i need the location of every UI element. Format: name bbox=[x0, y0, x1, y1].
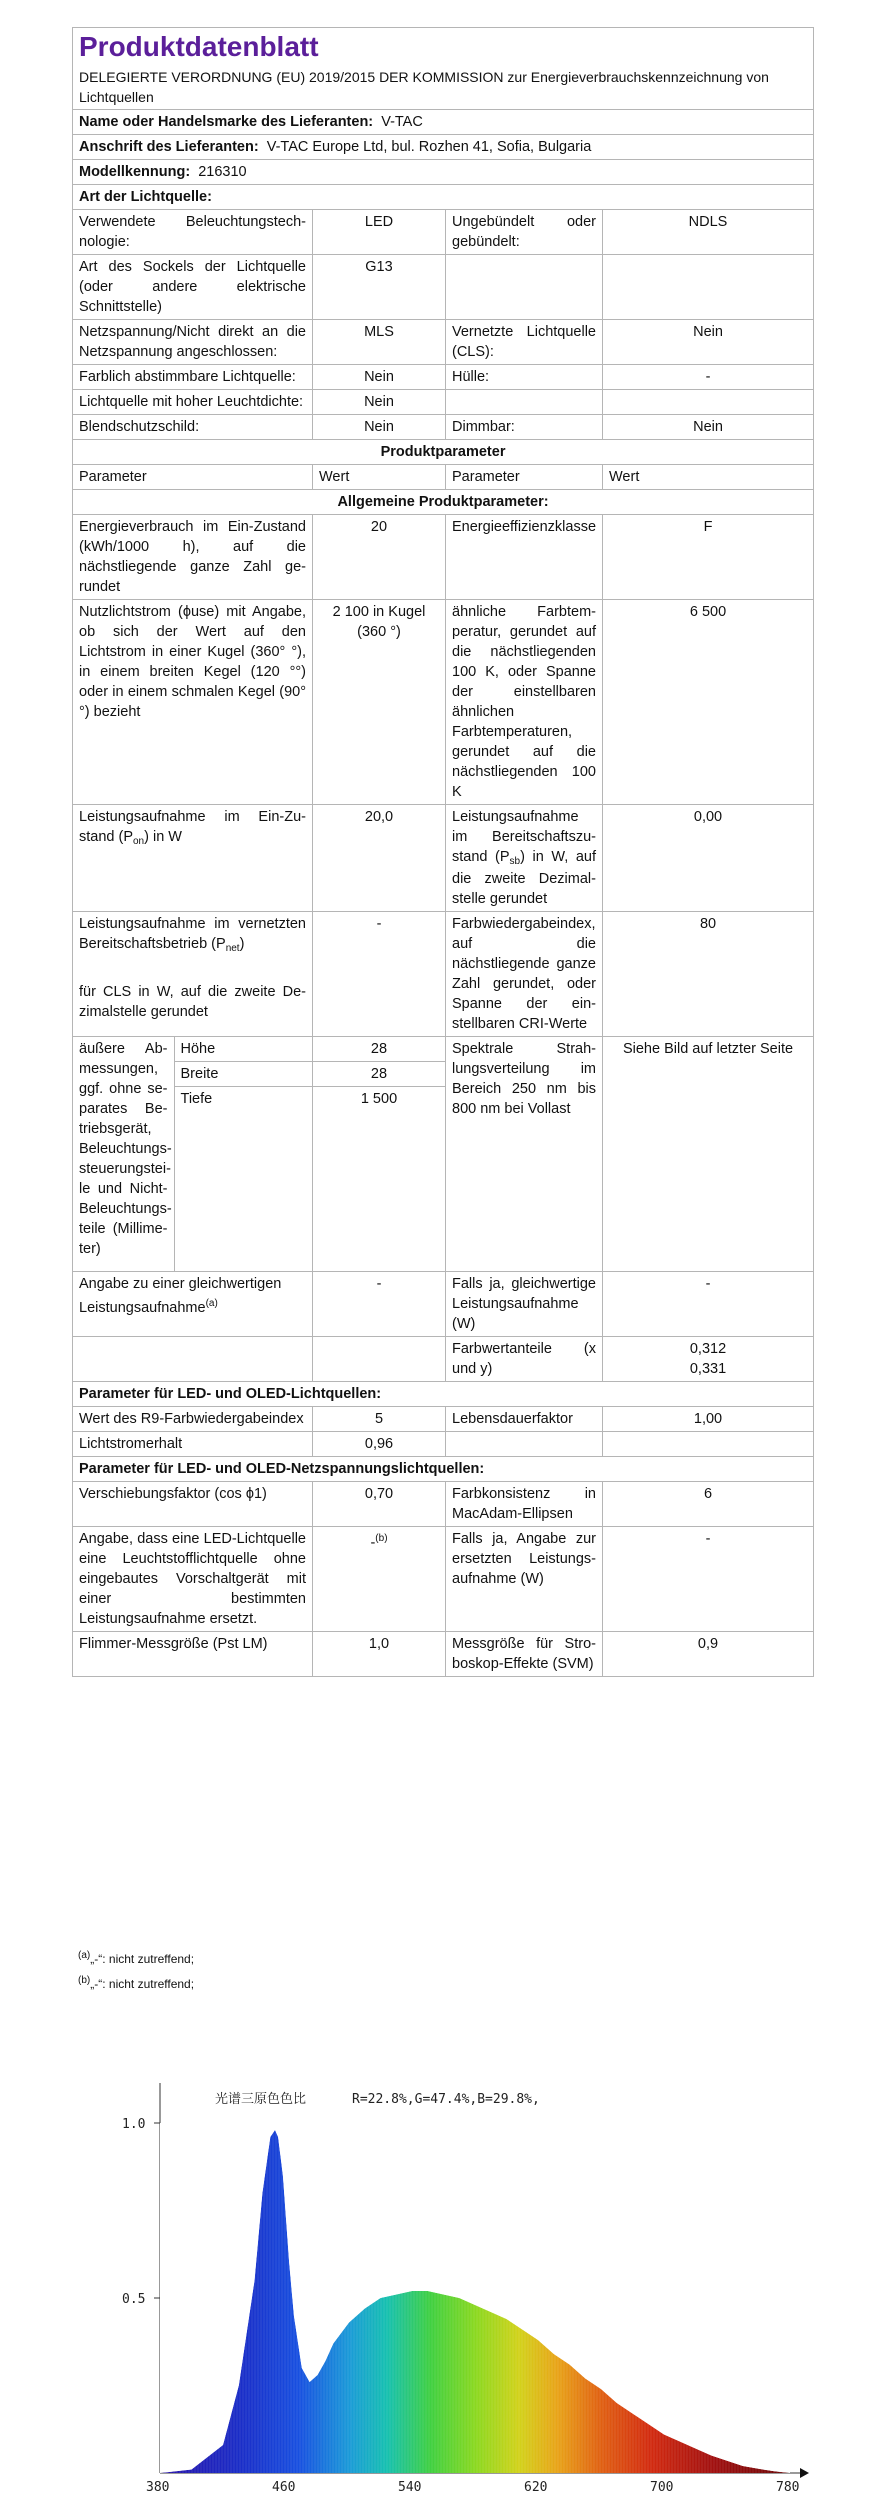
color-consistency-value: 6 bbox=[603, 1482, 814, 1527]
energy-class-label: Energieeffizienzklasse bbox=[446, 515, 603, 600]
product-params-header: Produktparameter bbox=[73, 440, 814, 465]
x-tick-label: 700 bbox=[650, 2480, 674, 2495]
replace-yes-value: - bbox=[603, 1527, 814, 1632]
model-row bbox=[73, 160, 814, 185]
p-net-label bbox=[73, 912, 313, 1037]
lst-value-7: - bbox=[603, 365, 814, 390]
p-on-label bbox=[73, 805, 313, 912]
svm-label: Messgröße für Stroboskop-Effekte (SVM) bbox=[446, 1632, 603, 1677]
equiv-power-yes-label: Falls ja, gleichwertige Leistungsaufnahme (W) bbox=[446, 1272, 603, 1337]
supplier-label: Name oder Handelsmarke des Lieferanten: bbox=[79, 114, 374, 130]
lst-label-2: Ungebündelt oder gebündelt: bbox=[446, 210, 603, 255]
p-sb-subscript: sb bbox=[509, 856, 521, 867]
dim-depth-name: Tiefe bbox=[180, 1091, 213, 1107]
lst-value-4: MLS bbox=[313, 320, 446, 365]
dim-width-value: 28 bbox=[313, 1062, 445, 1087]
cct-value: 6 500 bbox=[603, 600, 814, 805]
footnote-a bbox=[78, 1945, 194, 1970]
replace-value bbox=[313, 1527, 446, 1632]
model-value: 216310 bbox=[198, 164, 247, 180]
energy-use-value: 20 bbox=[313, 515, 446, 600]
svm-value: 0,9 bbox=[603, 1632, 814, 1677]
chromaticity-x: 0,312 bbox=[689, 1341, 727, 1357]
energy-class-value: F bbox=[603, 515, 814, 600]
address-label: Anschrift des Lieferanten: bbox=[79, 139, 259, 155]
lst-value-9: Nein bbox=[313, 415, 446, 440]
cri-value: 80 bbox=[603, 912, 814, 1037]
p-on-value: 20,0 bbox=[313, 805, 446, 912]
p-sb-label-unit: ) in W, auf die zweite Dezimalstelle gerundet bbox=[452, 849, 596, 907]
mains-params-header: Parameter für LED- und OLED-Netzspannungslichtquellen: bbox=[73, 1457, 814, 1482]
chromaticity-label: Farbwertanteile (x und y) bbox=[446, 1337, 603, 1382]
replace-footnote-mark: (b) bbox=[375, 1533, 388, 1544]
lumen-maint-value: 0,96 bbox=[313, 1432, 446, 1457]
dimensions-inner bbox=[73, 1037, 312, 1271]
displacement-label: Verschiebungsfaktor (cos ϕ1) bbox=[73, 1482, 313, 1527]
lst-label-1: Verwendete Beleuchtungstechnologie: bbox=[73, 210, 313, 255]
supplier-row bbox=[73, 110, 814, 135]
p-net-value: - bbox=[313, 912, 446, 1037]
p-sb-value: 0,00 bbox=[603, 805, 814, 912]
displacement-value: 0,70 bbox=[313, 1482, 446, 1527]
lst-empty-4 bbox=[603, 390, 814, 415]
cct-label: ähnliche Farbtemperatur, gerundet auf die nächstliegenden 100 K, oder Spanne der einstellbaren ähnlichen Farbtemperaturen, gerundet auf die nächstliegenden 100 K bbox=[446, 600, 603, 805]
flux-label: Nutzlichtstrom (ϕuse) mit Angabe, ob sich der Wert auf den Lichtstrom in einer Kugel (360° °), in einem breiten Kegel (120 °°) oder in einem schmalen Kegel (90° °) bezieht bbox=[73, 600, 313, 805]
footnote-a-text: „-“: nicht zutreffend; bbox=[90, 1952, 195, 1966]
flux-value: 2 100 in Kugel (360 °) bbox=[313, 600, 446, 805]
footnotes bbox=[78, 1945, 194, 1995]
p-on-label-text: Leistungsaufnahme im Ein-Zustand (P bbox=[79, 809, 306, 845]
lumen-maint-empty-1 bbox=[446, 1432, 603, 1457]
lst-label-9: Blendschutzschild: bbox=[73, 415, 313, 440]
spectrum-label: Spektrale Strahlungsverteilung im Bereich 250 nm bis 800 nm bei Vollast bbox=[446, 1037, 603, 1272]
x-tick-label: 540 bbox=[398, 2480, 422, 2495]
equiv-power-label-text: Angabe zu einer gleichwertigen Leistungsaufnahme bbox=[79, 1276, 282, 1316]
dim-depth-value: 1 500 bbox=[360, 1091, 398, 1107]
flicker-label: Flimmer-Messgröße (Pst LM) bbox=[73, 1632, 313, 1677]
p-net-label-cont: für CLS in W, auf die zweite Dezimalstelle gerundet bbox=[79, 984, 306, 1020]
footnote-b-mark: (b) bbox=[78, 1975, 91, 1986]
y-tick-label: 0.5 bbox=[122, 2292, 146, 2307]
address-row bbox=[73, 135, 814, 160]
lst-value-8: Nein bbox=[313, 390, 446, 415]
lst-label-10: Dimmbar: bbox=[446, 415, 603, 440]
p-net-label-text: Leistungsaufnahme im vernetzten Bereitschaftsbetrieb (P bbox=[79, 916, 306, 952]
replace-label: Angabe, dass eine LED-Lichtquelle eine Leuchtstofflichtquelle ohne eingebautes Vorschaltgerät mit einer bestimmten Leistungsaufnahme ersetzt. bbox=[73, 1527, 313, 1632]
title-cell bbox=[73, 28, 814, 110]
footnote-b-text: „-“: nicht zutreffend; bbox=[90, 1977, 195, 1991]
footnote-b bbox=[78, 1970, 194, 1995]
x-tick-label: 380 bbox=[146, 2480, 170, 2495]
col-header-value-2: Wert bbox=[603, 465, 814, 490]
dim-height-value: 28 bbox=[313, 1037, 445, 1062]
dim-width-name: Breite bbox=[174, 1062, 312, 1087]
lumen-maint-empty-2 bbox=[603, 1432, 814, 1457]
general-params-header: Allgemeine Produktparameter: bbox=[73, 490, 814, 515]
lst-value-2: NDLS bbox=[603, 210, 814, 255]
chromaticity-values bbox=[603, 1337, 814, 1382]
survival-label: Lebensdauerfaktor bbox=[446, 1407, 603, 1432]
dimensions-cell bbox=[73, 1037, 313, 1272]
lumen-maint-label: Lichtstromerhalt bbox=[73, 1432, 313, 1457]
col-header-param-2: Parameter bbox=[446, 465, 603, 490]
chromaticity-empty-2 bbox=[313, 1337, 446, 1382]
replace-value-text: - bbox=[370, 1534, 376, 1551]
product-datasheet bbox=[72, 27, 813, 1677]
replace-yes-label: Falls ja, Angabe zur ersetzten Leistungsaufnahme (W) bbox=[446, 1527, 603, 1632]
lst-empty-2 bbox=[603, 255, 814, 320]
energy-use-label: Energieverbrauch im Ein-Zustand (kWh/1000 h), auf die nächstliegende ganze Zahl gerundet bbox=[73, 515, 313, 600]
lst-label-8: Lichtquelle mit hoher Leuchtdichte: bbox=[73, 390, 313, 415]
dimensions-values bbox=[313, 1037, 446, 1272]
chromaticity-y: 0,331 bbox=[689, 1361, 727, 1377]
address-value: V-TAC Europe Ltd, bul. Rozhen 41, Sofia, Bulgaria bbox=[266, 139, 592, 155]
spectrum-series bbox=[160, 2123, 790, 2473]
lst-value-10: Nein bbox=[603, 415, 814, 440]
footnote-a-mark: (a) bbox=[78, 1950, 91, 1961]
p-net-label-close: ) bbox=[239, 936, 245, 952]
cri-label: Farbwiedergabeindex, auf die nächstliegende ganze Zahl gerundet, oder Spanne der einstellbaren CRI-Werte bbox=[446, 912, 603, 1037]
lst-label-3: Art des Sockels der Lichtquelle (oder andere elektrische Schnittstelle) bbox=[73, 255, 313, 320]
y-tick-label: 1.0 bbox=[122, 2117, 146, 2132]
lst-value-6: Nein bbox=[313, 365, 446, 390]
dimensions-label: äußere Abmessungen, ggf. ohne separates Betriebsgerät, Beleuchtungssteuerungsteile und Nicht-Beleuchtungsteile (Millimeter) bbox=[73, 1037, 174, 1271]
lst-label-4: Netzspannung/Nicht direkt an die Netzspannung angeschlossen: bbox=[73, 320, 313, 365]
x-tick-label: 460 bbox=[272, 2480, 296, 2495]
equiv-power-yes-value: - bbox=[603, 1272, 814, 1337]
x-tick-label: 620 bbox=[524, 2480, 548, 2495]
lst-value-3: G13 bbox=[313, 255, 446, 320]
p-net-subscript: net bbox=[225, 943, 240, 954]
p-on-label-unit: ) in W bbox=[144, 829, 182, 845]
equiv-power-footnote-mark: (a) bbox=[205, 1298, 218, 1309]
color-consistency-label: Farbkonsistenz in MacAdam-Ellipsen bbox=[446, 1482, 603, 1527]
spectrum-chart bbox=[100, 2065, 810, 2495]
supplier-value: V-TAC bbox=[381, 114, 423, 130]
regulation-subtitle: DELEGIERTE VERORDNUNG (EU) 2019/2015 DER KOMMISSION zur Energieverbrauchskennzeichnung von Lichtquellen bbox=[79, 69, 769, 105]
equiv-power-value: - bbox=[313, 1272, 446, 1337]
chart-annotation: R=22.8%,G=47.4%,B=29.8%, bbox=[352, 2092, 540, 2107]
chart-title: 光谱三原色色比 bbox=[215, 2092, 307, 2107]
datasheet-table bbox=[72, 27, 814, 1677]
p-on-subscript: on bbox=[133, 836, 145, 847]
lst-value-5: Nein bbox=[603, 320, 814, 365]
dim-height-name: Höhe bbox=[174, 1037, 312, 1062]
model-label: Modellkennung: bbox=[79, 164, 191, 180]
lst-label-6: Farblich abstimmbare Lichtquelle: bbox=[73, 365, 313, 390]
lst-empty-1 bbox=[446, 255, 603, 320]
survival-value: 1,00 bbox=[603, 1407, 814, 1432]
x-axis-arrow-icon bbox=[800, 2468, 809, 2478]
p-sb-label bbox=[446, 805, 603, 912]
equiv-power-label bbox=[73, 1272, 313, 1337]
spectrum-value: Siehe Bild auf letzter Seite bbox=[603, 1037, 814, 1272]
lst-label-7: Hülle: bbox=[446, 365, 603, 390]
r9-value: 5 bbox=[313, 1407, 446, 1432]
lst-empty-3 bbox=[446, 390, 603, 415]
lst-value-1: LED bbox=[313, 210, 446, 255]
x-tick-label: 780 bbox=[776, 2480, 800, 2495]
lst-label-5: Vernetzte Lichtquelle (CLS): bbox=[446, 320, 603, 365]
flicker-value: 1,0 bbox=[313, 1632, 446, 1677]
col-header-param-1: Parameter bbox=[73, 465, 313, 490]
col-header-value-1: Wert bbox=[313, 465, 446, 490]
led-params-header: Parameter für LED- und OLED-Lichtquellen: bbox=[73, 1382, 814, 1407]
r9-label: Wert des R9-Farbwiedergabeindex bbox=[73, 1407, 313, 1432]
chromaticity-empty-1 bbox=[73, 1337, 313, 1382]
p-sb-label-text: Leistungsaufnahme im Bereitschaftszustand (P bbox=[452, 809, 596, 865]
page-title: Produktdatenblatt bbox=[79, 31, 319, 62]
light-source-type-header: Art der Lichtquelle: bbox=[73, 185, 814, 210]
